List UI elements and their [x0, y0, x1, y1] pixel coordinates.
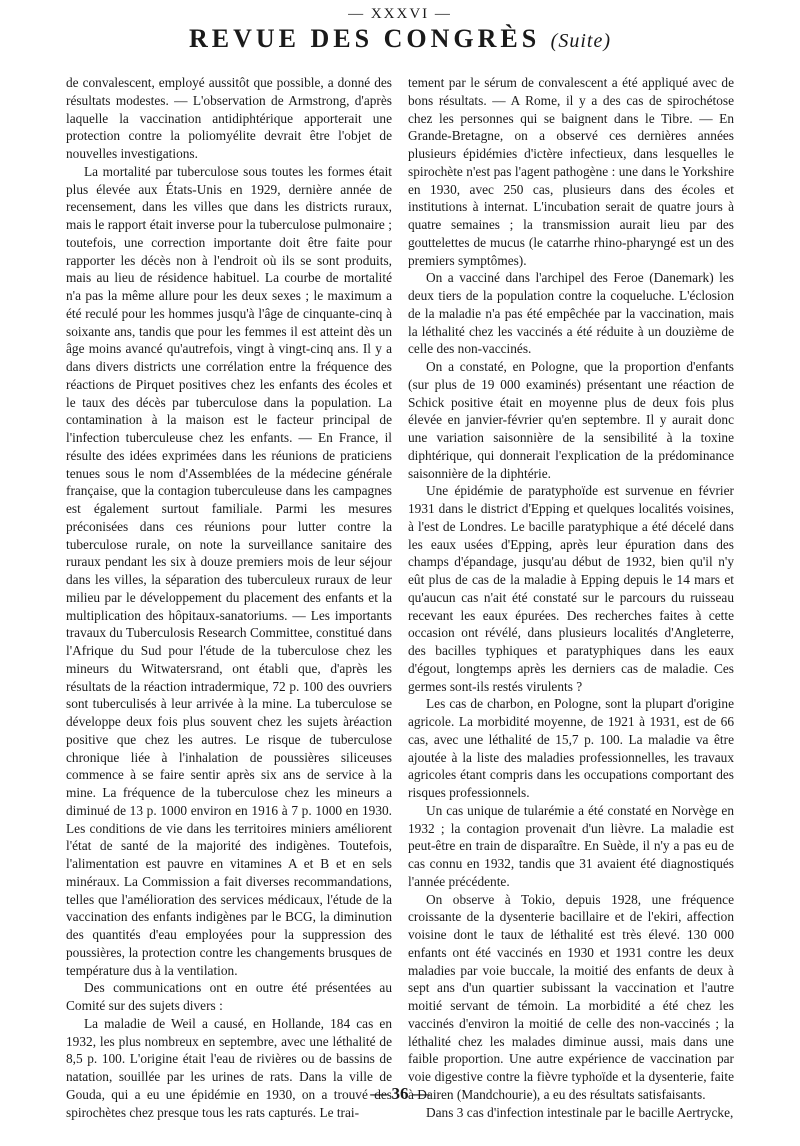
- paragraph: On a constaté, en Pologne, que la proportion d'enfants (sur plus de 19 000 examinés) présentant une réaction de Schick positive était en moyenne plus de deux fois plus élevée en janvier-février qu'en septembre. Il y aurait donc une variation saisonnière de la sensibilité à la toxine diphtérique, qui donnerait l'explication de la prédominance saisonnière de la diphtérie.: [408, 359, 734, 481]
- paragraph: de convalescent, employé aussitôt que possible, a donné des résultats modestes. — L'observation de Armstrong, d'après laquelle la vaccination antidiphtérique apporterait une protection contre la poliomyélite devrait être l'objet de nouvelles investigations.: [66, 75, 392, 161]
- paragraph: Les cas de charbon, en Pologne, sont la plupart d'origine agricole. La morbidité moyenne, de 1921 à 1931, est de 66 cas, avec une léthalité de 15,7 p. 100. La maladie va être ajoutée à la liste des maladies professionnelles, les travaux agricoles étant compris dans les occupations comportant des risques professionnels.: [408, 696, 734, 800]
- paragraph: Une épidémie de paratyphoïde est survenue en février 1931 dans le district d'Epping et quelques localités voisines, à l'est de Londres. Le bacille paratyphique a été décelé dans les eaux usées d'Epping, après leur épuration dans des champs d'épandage, jusqu'au début de 1932, bien qu'il n'y eût plus de cas de la maladie à Epping depuis le 14 mars et qu'aucun cas n'ait été constaté sur le parcours du ruisseau recevant les eaux épurées. Des recherches faites à cette occasion ont révélé, dans plusieurs localités d'Angleterre, des bacilles typhiques et paratyphiques dans les eaux d'égout, longtemps après les derniers cas de maladie. Ces germes sont-ils restés virulents ?: [408, 483, 734, 694]
- left-column: [66, 74, 392, 1121]
- paragraph: Des communications ont en outre été présentées au Comité sur des sujets divers :: [66, 980, 392, 1013]
- page-title: [0, 24, 800, 54]
- right-column: [408, 74, 734, 1121]
- paragraph: tement par le sérum de convalescent a été appliqué avec de bons résultats. — A Rome, il y a des cas de spirochétose chez les personnes qui se baignent dans le Tibre. — En Grande-Bretagne, on a observé ces dernières années plusieurs épidémies d'ictère infectieux, dans lesquelles le spirochète n'est pas l'agent pathogène : une dans le Yorkshire en 1930, avec 250 cas, plusieurs dans des écoles et institutions à internat. L'incubation serait de quatre jours à quatre semaines ; la transmission aurait lieu par des gouttelettes de mucus (le catarrhe rhino-pharyngé est un des premiers symptômes).: [408, 75, 734, 268]
- paragraph: Un cas unique de tularémie a été constaté en Norvège en 1932 ; la contagion provenait d'un lièvre. La maladie est peut-être en train de disparaître. En Suède, il n'y a pas eu de cas connu en 1932, tandis que 31 avaient été diagnostiqués l'année précédente.: [408, 802, 734, 889]
- title-suffix: (Suite): [550, 30, 611, 52]
- paragraph: La mortalité par tuberculose sous toutes les formes était plus élevée aux États-Unis en 1929, dernière année de recensement, dans les villes que dans les districts ruraux, mais le rapport était inverse pour la tuberculose pulmonaire ; toutefois, une correction importante doit être faite pour rapporter les décès non à l'endroit où ils se sont produits, mais au lieu de résidence habituel. La courbe de mortalité n'a pas la même allure pour les deux sexes ; le maximum a été reculé pour les hommes jusqu'à l'âge de cinquante-cinq à soixante ans, tandis que pour les femmes il est atteint dès un âge moins avancé qu'autrefois, vingt à vingt-cinq ans. Il y a dans divers districts une corrélation entre la fréquence des réactions de Pirquet positives chez les enfants des écoles et le taux des décès par tuberculose dans la population. La contamination à la maison est le facteur principal de l'infection tuberculeuse chez les enfants. — En France, il résulte des idées exprimées dans les réunions de praticiens tenues sous le nom d'Assemblées de la médecine générale française, que la contagion tuberculeuse dans les campagnes est également surtout familiale. Parmi les mesures préconisées dans ces réunions pour lutter contre la tuberculose rurale, on note la surveillance sanitaire des ruraux pendant les six à douze premiers mois de leur séjour dans les villes, la séparation des tuberculeux ruraux de leur milieu par le développement du placement des enfants et la multiplication des hôpitaux-sanatoriums. — Les importants travaux du Tuberculosis Research Committee, constitué dans l'Afrique du Sud pour l'étude de la tuberculose chez les mineurs du Witwatersrand, ont établi que, d'après les résultats de la réaction intradermique, 72 p. 100 des ouvriers sont tuberculisés à leur arrivée à la mine. La tuberculose se développe deux fois plus souvent chez les sujets àréaction positive que chez les autres. Le risque de tuberculose chronique liée à l'inhalation de poussières siliceuses commence à se faire sentir après six ans de service à la mine. La fréquence de la tuberculose chez les mineurs a diminué de 13 p. 1000 environ en 1916 à 7 p. 1000 en 1930. Les conditions de vie dans les territoires miniers améliorent l'état de santé de la majorité des indigènes. Toutefois, l'alimentation est pauvre en vitamines A et B et en sels minéraux. La Commission a fait diverses recommandations, telles que l'amélioration des services médicaux, l'étude de la vaccination des enfants indigènes par le BCG, la diminution des quantités d'eau employées pour la suppression des poussières, la protection contre les changements brusques de température dus à la ventilation.: [66, 163, 392, 978]
- page-number: — 36 —: [370, 1084, 430, 1103]
- paragraph: Dans 3 cas d'infection intestinale par le bacille Aertrycke,: [426, 1104, 734, 1120]
- title-text: REVUE DES CONGRÈS: [189, 24, 541, 53]
- paragraph: On observe à Tokio, depuis 1928, une fréquence croissante de la dysenterie bacillaire et de l'ekiri, affection voisine dont le taux de léthalité est très élevé. 130 000 enfants ont été vaccinés en 1930 et 1931 contre les deux maladies par voie buccale, la moitié des enfants de deux à sept ans d'un quartier subissant la vaccination et l'autre moitié servant de témoin. La morbidité a été chez les vaccinés d'environ la moitié de celle des non-vaccinés ; la léthalité chez les malades diminue aussi, mais dans une faible proportion. Une autre expérience de vaccination par voie digestive contre la fièvre typhoïde et la dysenterie, faite à Dairen (Mandchourie), a eu des résultats satisfaisants.: [408, 891, 734, 1102]
- paragraph: On a vacciné dans l'archipel des Feroe (Danemark) les deux tiers de la population contre la coqueluche. L'éclosion de la maladie n'a pas été empêchée par la vaccination, mais la léthalité chez les vaccinés a été réduite à un douzième de celle des non-vaccinés.: [408, 270, 734, 357]
- paragraph: La maladie de Weil a causé, en Hollande, 184 cas en 1932, les plus nombreux en septembre, avec une léthalité de 8,5 p. 100. L'origine était l'eau de rivières ou de bassins de natation, souillée par les urines de rats. Dans la ville de Gouda, qui a eu une épidémie en 1930, on a trouvé des spirochètes chez presque tous les rats capturés. Le trai-: [66, 1015, 392, 1120]
- page-roman-numeral: — XXXVI —: [348, 6, 452, 22]
